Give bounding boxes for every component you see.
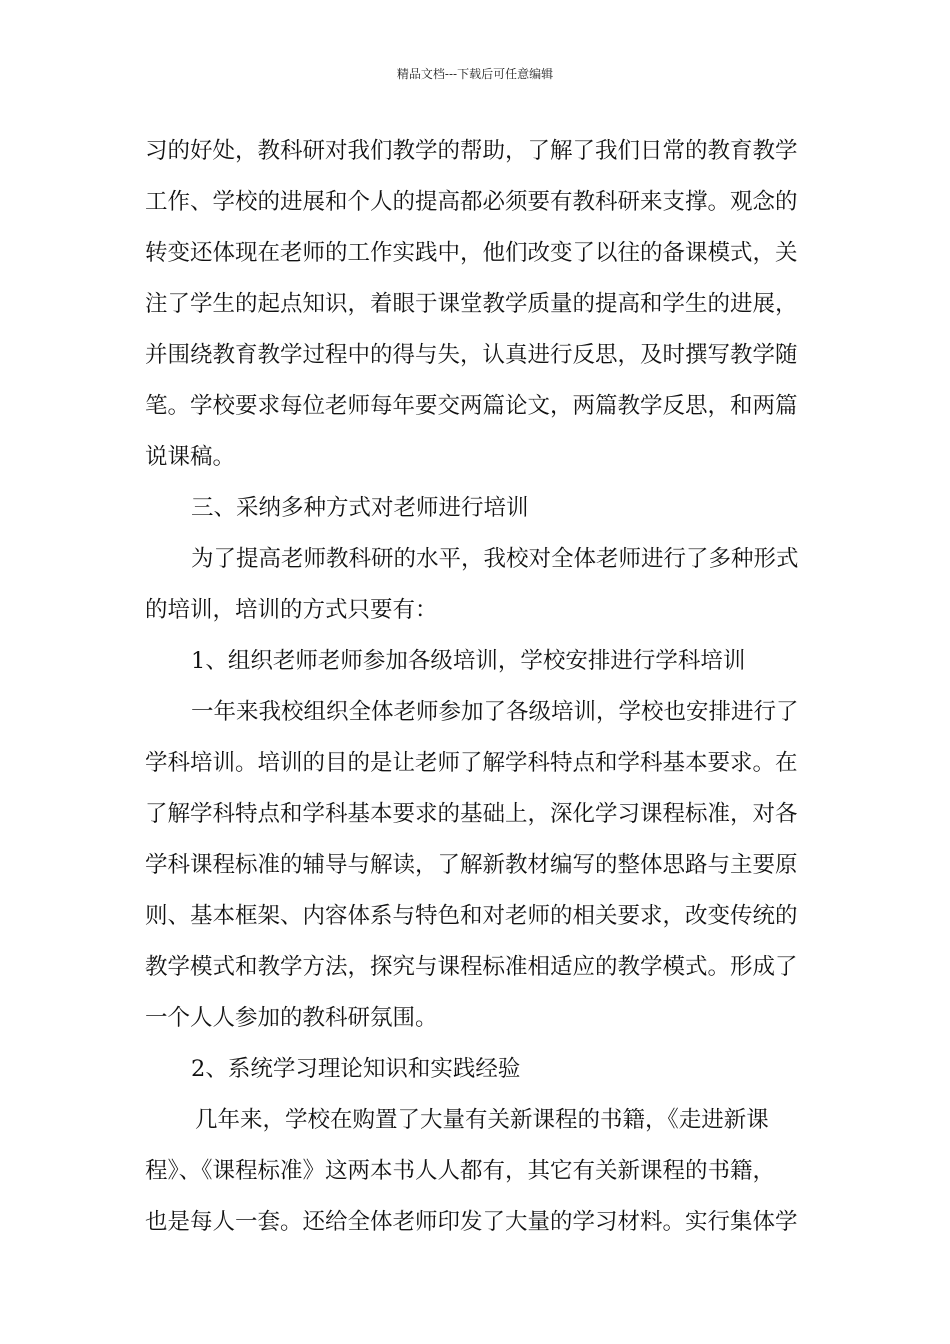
page-header: 精品文档---下载后可任意编辑 — [396, 67, 554, 81]
section-heading: 三、采纳多种方式对老师进行培训 — [191, 495, 529, 521]
text-line: 学科培训。培训的目的是让老师了解学科特点和学科基本要求。在 — [145, 750, 798, 776]
text-line: 注了学生的起点知识，着眼于课堂教学质量的提高和学生的进展， — [145, 291, 798, 317]
text-line: 的培训，培训的方式只要有： — [145, 597, 438, 623]
paragraph-first-line: 一年来我校组织全体老师参加了各级培训，学校也安排进行了 — [191, 699, 799, 725]
text-line: 学科课程标准的辅导与解读，了解新教材编写的整体思路与主要原 — [145, 852, 798, 878]
text-line: 程》、《课程标准》这两本书人人都有，其它有关新课程的书籍， — [145, 1158, 776, 1184]
subsection-heading: 1、组织老师老师参加各级培训，学校安排进行学科培训 — [191, 648, 746, 674]
text-line: 了解学科特点和学科基本要求的基础上，深化学习课程标准，对各 — [145, 801, 798, 827]
text-line: 并围绕教育教学过程中的得与失，认真进行反思，及时撰写教学随 — [145, 342, 798, 368]
text-line: 一个人人参加的教科研氛围。 — [145, 1005, 438, 1031]
text-line: 也是每人一套。还给全体老师印发了大量的学习材料。实行集体学 — [145, 1209, 798, 1235]
text-line: 笔。学校要求每位老师每年要交两篇论文，两篇教学反思，和两篇 — [145, 393, 798, 419]
text-line: 工作、学校的进展和个人的提高都必须要有教科研来支撑。观念的 — [145, 189, 798, 215]
text-line: 说课稿。 — [145, 444, 236, 470]
subsection-heading: 2、系统学习理论知识和实践经验 — [191, 1056, 521, 1082]
text-line: 习的好处，教科研对我们教学的帮助，了解了我们日常的教育教学 — [145, 138, 798, 164]
text-line: 转变还体现在老师的工作实践中，他们改变了以往的备课模式，关 — [145, 240, 798, 266]
paragraph-first-line: 为了提高老师教科研的水平，我校对全体老师进行了多种形式 — [191, 546, 799, 572]
document-body — [145, 126, 810, 1248]
paragraph-first-line: 几年来，学校在购置了大量有关新课程的书籍，《走进新课 — [195, 1107, 769, 1133]
text-line: 教学模式和教学方法，探究与课程标准相适应的教学模式。形成了 — [145, 954, 798, 980]
text-line: 则、基本框架、内容体系与特色和对老师的相关要求，改变传统的 — [145, 903, 798, 929]
